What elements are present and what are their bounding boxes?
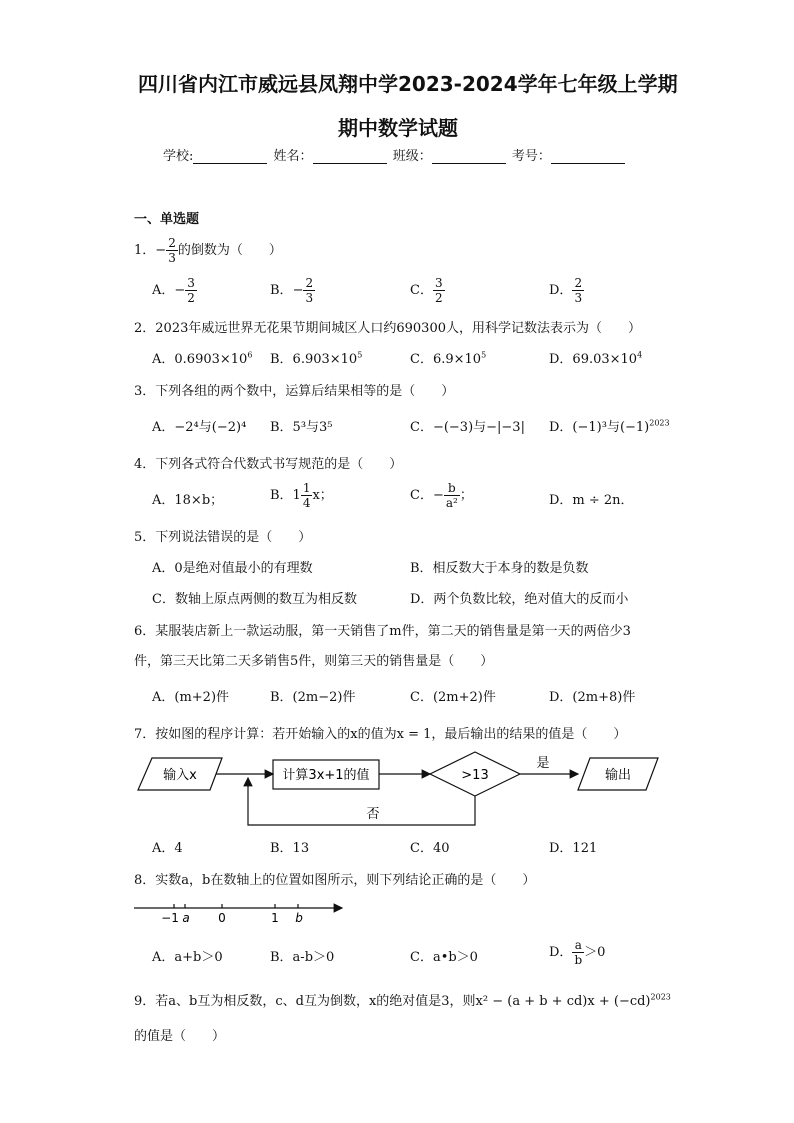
q6-option-d[interactable]: D．(2m+8)件 (549, 690, 636, 705)
q1-b-fraction (303, 276, 315, 305)
q5-option-c[interactable]: C．数轴上原点两侧的数互为相反数 (152, 592, 357, 607)
q8-d-post: ＞0 (584, 945, 606, 960)
yes-label: 是 (536, 756, 550, 771)
q2-c-text: C．6.9×10 (410, 352, 482, 367)
question-1 (134, 236, 282, 265)
q1-b-minus: − (292, 283, 304, 298)
q2-d-exp: 4 (637, 350, 643, 360)
q2-option-a[interactable] (152, 348, 252, 367)
name-blank[interactable] (313, 149, 387, 164)
label-one: 1 (271, 911, 279, 925)
q8-d-pre: D． (549, 945, 573, 960)
q9-exp: 2023 (650, 992, 671, 1002)
q1-a-numerator: 3 (187, 276, 195, 290)
q4-option-d[interactable]: D．m ÷ 2n． (549, 493, 634, 508)
question-6-line-2: 件，第三天比第二天多销售5件，则第三天的销售量是（ ） (134, 654, 494, 669)
q8-option-b[interactable]: B．a-b＞0 (270, 950, 335, 965)
q3-option-a[interactable]: A．−2⁴与(−2)⁴ (152, 420, 247, 435)
question-3: 3．下列各组的两个数中，运算后结果相等的是（ ） (134, 384, 455, 399)
number-label: 考号： (511, 149, 551, 164)
q7-option-a[interactable]: A．4 (152, 841, 183, 856)
q8-d-fraction (572, 938, 584, 967)
q1-a-label: A． (152, 283, 175, 298)
q9-line-1-text: 9．若a、b互为相反数，c、d互为倒数，x的绝对值是3，则x² − (a + b + cd)x + (−cd) (134, 994, 651, 1009)
q7-option-b[interactable]: B．13 (270, 841, 310, 856)
q8-option-c[interactable]: C．a•b＞0 (410, 950, 478, 965)
question-5: 5．下列说法错误的是（ ） (134, 530, 312, 545)
q4-c-denominator: a² (445, 496, 458, 510)
q4-c-numerator: b (444, 481, 460, 496)
q2-b-text: B．6.903×10 (270, 352, 358, 367)
title-line-2: 期中数学试题 (338, 116, 458, 140)
meta-row (163, 145, 627, 164)
q2-c-exp: 5 (481, 350, 487, 360)
q1-numerator: 2 (168, 236, 176, 250)
q1-b-numerator: 2 (305, 276, 314, 290)
q1-c-fraction (433, 276, 445, 305)
label-minus-one: −1 (161, 911, 179, 925)
label-a: a (182, 911, 190, 925)
q3-option-b[interactable]: B．5³与3⁵ (270, 420, 333, 435)
input-label: 输入x (163, 768, 197, 783)
class-blank[interactable] (432, 149, 506, 164)
q4-b-denominator: 4 (302, 496, 311, 510)
question-4: 4．下列各式符合代数式书写规范的是（ ） (134, 457, 403, 472)
q4-c-fraction (444, 481, 460, 510)
school-label: 学校: (163, 149, 194, 164)
q2-a-text: A．0.6903×10 (152, 352, 248, 367)
name-label: 姓名： (273, 149, 313, 164)
q8-d-denominator: b (574, 953, 583, 967)
q2-option-d[interactable] (549, 348, 642, 367)
q3-d-exp: 2023 (649, 418, 670, 428)
q2-a-exp: 6 (247, 350, 253, 360)
q1-a-fraction (185, 276, 197, 305)
output-label: 输出 (604, 768, 632, 783)
q4-b-pre: B．1 (270, 488, 301, 503)
q5-option-b[interactable]: B．相反数大于本身的数是负数 (410, 561, 589, 576)
school-blank[interactable] (193, 149, 267, 164)
q8-option-d[interactable] (549, 938, 605, 967)
q4-b-fraction (301, 481, 313, 510)
q1-a-minus: − (174, 283, 186, 298)
q3-d-text: D．(−1)³与(−1) (549, 420, 650, 435)
q3-option-d[interactable] (549, 416, 670, 435)
q1-d-label: D． (549, 283, 573, 298)
q1-option-a[interactable] (152, 276, 197, 305)
q1-d-denominator: 3 (574, 291, 583, 305)
q6-option-c[interactable]: C．(2m+2)件 (410, 690, 496, 705)
q1-text: 的倒数为（ ） (177, 243, 282, 258)
question-9-line-2: 的值是（ ） (134, 1029, 226, 1044)
loop-back-arrow (248, 778, 475, 825)
q4-option-b[interactable] (270, 481, 333, 510)
q1-b-denominator: 3 (305, 291, 314, 305)
compute-label: 计算3x+1的值 (282, 768, 370, 783)
q2-option-c[interactable] (410, 348, 486, 367)
q7-flowchart (130, 745, 670, 830)
q4-c-pre: C．− (410, 488, 444, 503)
q1-c-denominator: 2 (434, 291, 443, 305)
q1-denominator: 3 (168, 251, 176, 265)
section-heading: 一、单选题 (134, 212, 200, 227)
q8-option-a[interactable]: A．a+b＞0 (152, 950, 223, 965)
q1-option-b[interactable] (270, 276, 315, 305)
q1-b-label: B． (270, 283, 293, 298)
q4-option-c[interactable] (410, 481, 473, 510)
q6-option-a[interactable]: A．(m+2)件 (152, 690, 230, 705)
class-label: 班级： (392, 149, 432, 164)
title-line-1: 四川省内江市威远县凤翔中学2023-2024学年七年级上学期 (138, 72, 678, 96)
q7-option-d[interactable]: D．121 (549, 841, 598, 856)
label-b: b (295, 911, 303, 925)
q2-option-b[interactable] (270, 348, 362, 367)
q5-option-d[interactable]: D．两个负数比较，绝对值大的反而小 (410, 592, 629, 607)
q1-option-c[interactable] (410, 276, 445, 305)
q1-d-numerator: 2 (574, 276, 583, 290)
q1-d-fraction (572, 276, 584, 305)
q1-number: 1． (134, 243, 156, 258)
question-7: 7．按如图的程序计算：若开始输入的x的值为x = 1，最后输出的结果的值是（ ） (134, 727, 627, 742)
q1-c-numerator: 3 (434, 276, 443, 290)
q4-b-post: x； (312, 488, 333, 503)
question-2: 2．2023年威远世界无花果节期间城区人口约690300人，用科学记数法表示为（ ） (134, 321, 641, 336)
q2-d-text: D．69.03×10 (549, 352, 638, 367)
q6-option-b[interactable]: B．(2m−2)件 (270, 690, 356, 705)
q5-option-a[interactable]: A．0是绝对值最小的有理数 (152, 561, 313, 576)
no-label: 否 (366, 807, 380, 822)
q8-d-numerator: a (572, 938, 584, 953)
q4-c-post: ； (459, 488, 473, 503)
label-zero: 0 (218, 911, 226, 925)
q2-b-exp: 5 (357, 350, 363, 360)
q1-a-denominator: 2 (187, 291, 195, 305)
q1-minus: − (155, 243, 167, 258)
q4-option-a[interactable]: A．18×b； (152, 493, 224, 508)
q3-option-c[interactable]: C．−(−3)与−|−3| (410, 420, 525, 435)
question-6-line-1: 6．某服装店新上一款运动服，第一天销售了m件，第二天的销售量是第一天的两倍少3 (134, 624, 631, 639)
question-9-line-1 (134, 990, 671, 1009)
q4-b-numerator: 1 (302, 481, 311, 495)
q7-option-c[interactable]: C．40 (410, 841, 450, 856)
q1-option-d[interactable] (549, 276, 584, 305)
q8-number-line (130, 893, 350, 925)
q1-fraction (166, 236, 178, 265)
condition-label: >13 (461, 768, 489, 783)
number-blank[interactable] (551, 149, 625, 164)
question-8: 8．实数a，b在数轴上的位置如图所示，则下列结论正确的是（ ） (134, 873, 536, 888)
q1-c-label: C． (410, 283, 433, 298)
